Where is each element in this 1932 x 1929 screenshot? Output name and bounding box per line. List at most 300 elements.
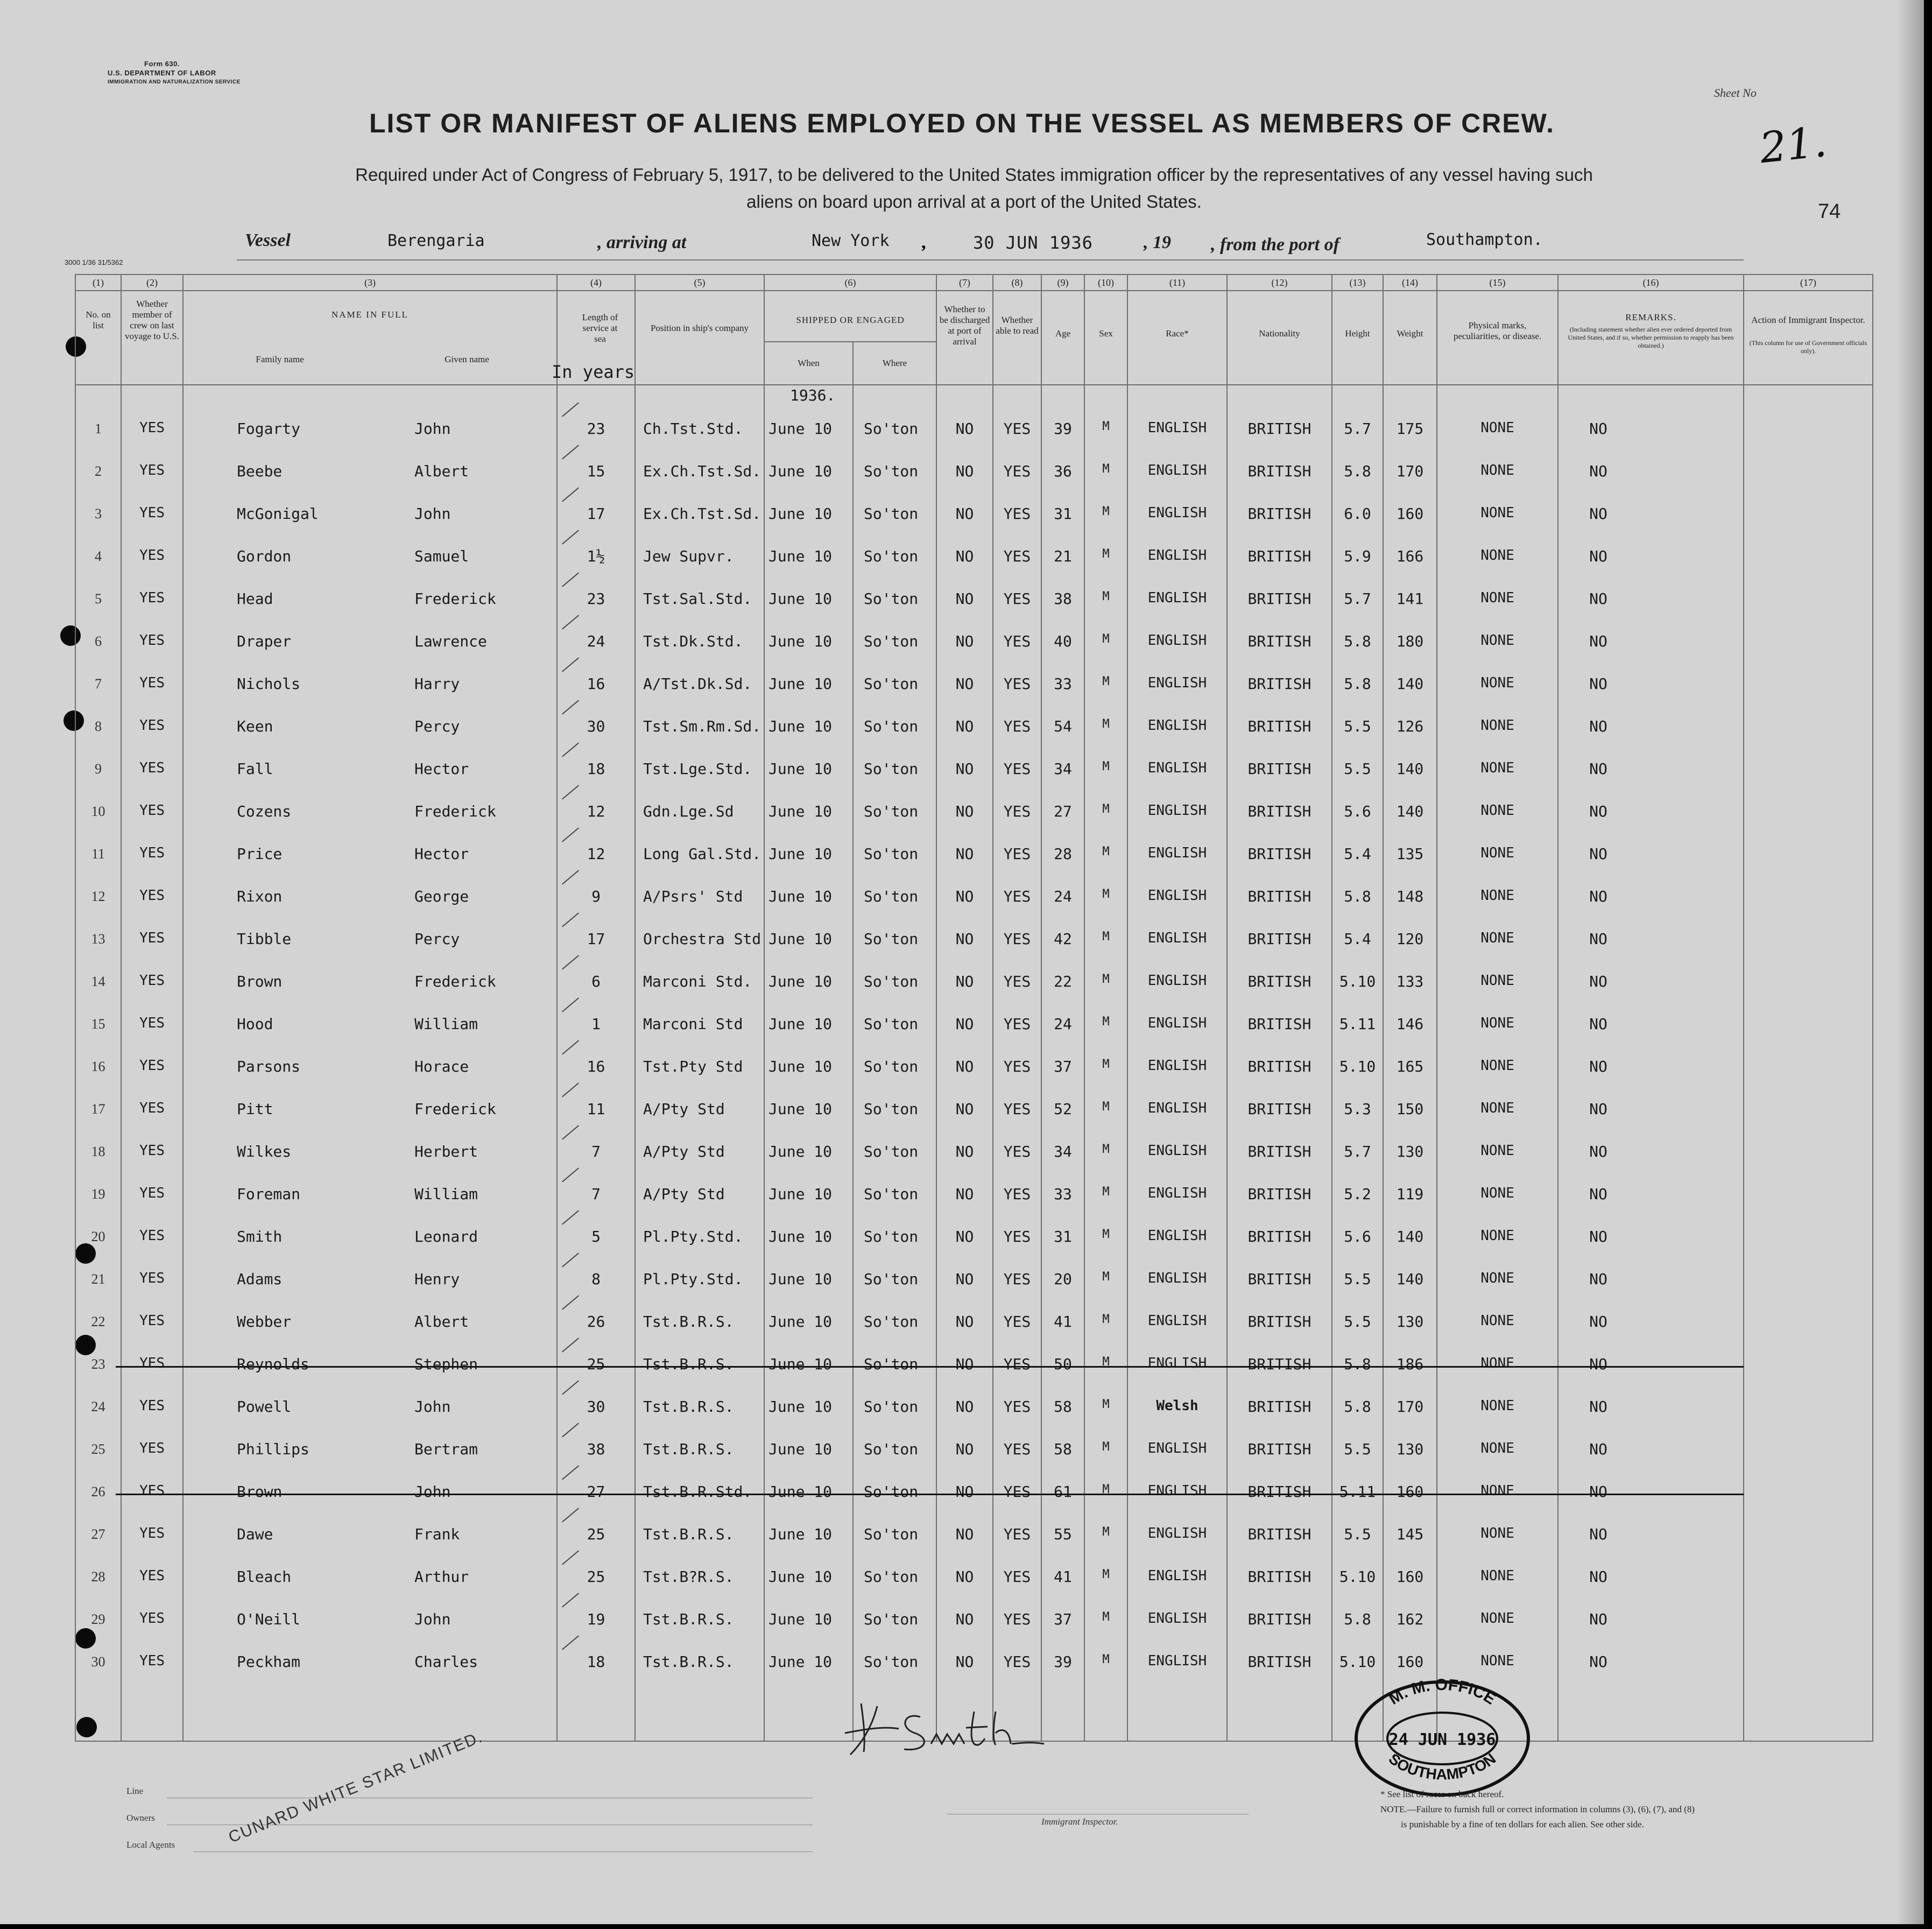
row-nationality: BRITISH bbox=[1247, 1610, 1311, 1628]
row-given-name: Hector bbox=[414, 760, 469, 778]
row-given-name: George bbox=[414, 888, 469, 905]
row-height: 5.6 bbox=[1344, 802, 1371, 820]
row-shipped-where: So'ton bbox=[864, 675, 919, 693]
row-row-number: 5 bbox=[95, 591, 102, 607]
row-discharged: NO bbox=[955, 1058, 974, 1075]
sheet-number-label: Sheet No bbox=[1714, 86, 1757, 100]
row-shipped-where: So'ton bbox=[864, 1185, 919, 1203]
row-given-name: William bbox=[414, 1015, 478, 1033]
row-able-to-read: YES bbox=[1003, 1143, 1031, 1160]
row-shipped-where: So'ton bbox=[864, 632, 919, 650]
col-num-6: (6) bbox=[844, 277, 856, 288]
row-position: Orchestra Std bbox=[643, 930, 761, 948]
row-row-number: 15 bbox=[91, 1016, 105, 1032]
row-crew-last-voyage: YES bbox=[139, 760, 165, 776]
row-weight: 130 bbox=[1396, 1313, 1424, 1330]
stamp-top-text: M. M. OFFICE bbox=[1386, 1675, 1499, 1708]
row-service-years: 38 bbox=[587, 1440, 605, 1458]
row-row-number: 24 bbox=[91, 1399, 105, 1414]
row-remarks: NO bbox=[1589, 1355, 1607, 1373]
row-height: 5.4 bbox=[1344, 930, 1371, 948]
row-weight: 140 bbox=[1396, 675, 1424, 693]
row-discharged: NO bbox=[955, 1568, 974, 1586]
row-age: 42 bbox=[1054, 930, 1072, 948]
row-physical-marks: NONE bbox=[1480, 1185, 1514, 1201]
from-port: Southampton. bbox=[1426, 230, 1543, 249]
row-sex: M bbox=[1102, 1313, 1110, 1326]
row-remarks: NO bbox=[1589, 462, 1607, 480]
row-position: Jew Supvr. bbox=[643, 547, 734, 565]
row-nationality: BRITISH bbox=[1247, 1313, 1311, 1330]
row-discharged: NO bbox=[955, 1653, 974, 1671]
row-family-name: Tibble bbox=[237, 930, 292, 948]
row-sex: M bbox=[1102, 505, 1110, 518]
row-discharged: NO bbox=[955, 802, 974, 820]
row-crew-last-voyage: YES bbox=[139, 632, 165, 649]
row-shipped-where: So'ton bbox=[864, 1355, 919, 1373]
row-position: Pl.Pty.Std. bbox=[643, 1228, 743, 1245]
col-header-race: Race* bbox=[1166, 328, 1189, 339]
row-height: 5.9 bbox=[1344, 547, 1371, 565]
row-sex: M bbox=[1102, 1483, 1110, 1496]
row-able-to-read: YES bbox=[1003, 1525, 1031, 1543]
row-race: ENGLISH bbox=[1147, 590, 1207, 606]
row-nationality: BRITISH bbox=[1247, 1185, 1311, 1203]
row-sex: M bbox=[1102, 1143, 1110, 1156]
row-position: Marconi Std bbox=[643, 1015, 743, 1033]
row-weight: 145 bbox=[1396, 1525, 1424, 1543]
row-race: Welsh bbox=[1156, 1398, 1198, 1414]
row-age: 55 bbox=[1054, 1525, 1072, 1543]
row-able-to-read: YES bbox=[1003, 1185, 1031, 1203]
subtitle-line: aliens on board upon arrival at a port of the United States. bbox=[746, 192, 1202, 212]
row-sex: M bbox=[1102, 888, 1110, 901]
form-number: Form 630. bbox=[144, 60, 180, 68]
row-physical-marks: NONE bbox=[1480, 1653, 1514, 1669]
row-crew-last-voyage: YES bbox=[139, 1185, 165, 1201]
service-units: In years bbox=[552, 362, 635, 382]
row-shipped-where: So'ton bbox=[864, 717, 919, 735]
row-service-years: 12 bbox=[587, 802, 605, 820]
row-service-years: 23 bbox=[587, 590, 605, 608]
row-discharged: NO bbox=[955, 1228, 974, 1245]
row-position: Tst.B.R.S. bbox=[643, 1355, 734, 1373]
row-able-to-read: YES bbox=[1003, 845, 1031, 863]
row-remarks: NO bbox=[1589, 1185, 1607, 1203]
row-age: 20 bbox=[1054, 1270, 1072, 1288]
row-height: 5.7 bbox=[1344, 590, 1371, 608]
row-family-name: Bleach bbox=[237, 1568, 292, 1586]
col-header-shipped: SHIPPED OR ENGAGED bbox=[796, 315, 905, 325]
row-row-number: 22 bbox=[91, 1314, 105, 1329]
row-shipped-where: So'ton bbox=[864, 888, 919, 905]
row-family-name: Beebe bbox=[237, 462, 283, 480]
col-header-height: Height bbox=[1345, 328, 1370, 339]
col-header-discharged: Whether to be discharged at port of arrival bbox=[939, 304, 990, 347]
row-race: ENGLISH bbox=[1147, 1185, 1207, 1201]
row-remarks: NO bbox=[1589, 632, 1607, 650]
row-discharged: NO bbox=[955, 1100, 974, 1118]
row-crew-last-voyage: YES bbox=[139, 675, 165, 691]
row-remarks: NO bbox=[1589, 1015, 1607, 1033]
row-race: ENGLISH bbox=[1147, 1270, 1207, 1286]
row-remarks: NO bbox=[1589, 675, 1607, 693]
row-shipped-when: June 10 bbox=[768, 973, 833, 990]
row-given-name: Charles bbox=[414, 1653, 478, 1671]
row-remarks: NO bbox=[1589, 1100, 1607, 1118]
row-height: 6.0 bbox=[1344, 505, 1371, 523]
row-service-years: 15 bbox=[587, 462, 605, 480]
row-position: A/Tst.Dk.Sd. bbox=[643, 675, 752, 693]
row-shipped-where: So'ton bbox=[864, 1100, 919, 1118]
row-nationality: BRITISH bbox=[1247, 547, 1311, 565]
row-race: ENGLISH bbox=[1147, 888, 1207, 904]
row-position: Tst.Sal.Std. bbox=[643, 590, 752, 608]
row-sex: M bbox=[1102, 1398, 1110, 1411]
col-header-when: When bbox=[798, 358, 820, 368]
sheet-number: 21. bbox=[1757, 117, 1829, 173]
row-crew-last-voyage: YES bbox=[139, 1568, 165, 1584]
row-discharged: NO bbox=[955, 1313, 974, 1330]
col-header-given: Given name bbox=[445, 354, 489, 364]
row-crew-last-voyage: YES bbox=[139, 1525, 165, 1541]
row-shipped-when: June 10 bbox=[768, 1610, 833, 1628]
row-race: ENGLISH bbox=[1147, 973, 1207, 989]
row-sex: M bbox=[1102, 632, 1110, 646]
row-weight: 140 bbox=[1396, 1270, 1424, 1288]
row-sex: M bbox=[1102, 675, 1110, 688]
row-service-years: 17 bbox=[587, 930, 605, 948]
row-row-number: 10 bbox=[91, 804, 105, 819]
row-crew-last-voyage: YES bbox=[139, 845, 165, 861]
col-header-read: Whether able to read bbox=[996, 315, 1039, 336]
row-position: Tst.B?R.S. bbox=[643, 1568, 734, 1586]
col-header-sex: Sex bbox=[1099, 328, 1113, 339]
inspector-label: Immigrant Inspector. bbox=[1041, 1817, 1118, 1827]
row-physical-marks: NONE bbox=[1480, 888, 1514, 904]
row-remarks: NO bbox=[1589, 590, 1607, 608]
row-crew-last-voyage: YES bbox=[139, 1100, 165, 1116]
row-discharged: NO bbox=[955, 462, 974, 480]
row-age: 34 bbox=[1054, 760, 1072, 778]
row-height: 5.7 bbox=[1344, 1143, 1371, 1160]
row-remarks: NO bbox=[1589, 845, 1607, 863]
row-nationality: BRITISH bbox=[1247, 675, 1311, 693]
row-crew-last-voyage: YES bbox=[139, 1398, 165, 1414]
row-able-to-read: YES bbox=[1003, 1568, 1031, 1586]
col-header-action: Action of Immigrant Inspector. bbox=[1751, 315, 1865, 325]
row-weight: 126 bbox=[1396, 717, 1424, 735]
row-family-name: Hood bbox=[237, 1015, 273, 1033]
row-age: 34 bbox=[1054, 1143, 1072, 1160]
row-sex: M bbox=[1102, 1058, 1110, 1071]
row-sex: M bbox=[1102, 1568, 1110, 1581]
row-position: Tst.B.R.S. bbox=[643, 1398, 734, 1416]
row-shipped-when: June 10 bbox=[768, 1398, 833, 1416]
row-position: Tst.B.R.S. bbox=[643, 1440, 734, 1458]
row-physical-marks: NONE bbox=[1480, 1483, 1514, 1499]
row-nationality: BRITISH bbox=[1247, 973, 1311, 990]
row-crew-last-voyage: YES bbox=[139, 1015, 165, 1031]
row-position: Tst.B.R.S. bbox=[643, 1525, 734, 1543]
row-service-years: 9 bbox=[591, 888, 601, 905]
row-weight: 170 bbox=[1396, 1398, 1424, 1416]
row-height: 5.10 bbox=[1339, 1568, 1376, 1586]
row-nationality: BRITISH bbox=[1247, 802, 1311, 820]
row-crew-last-voyage: YES bbox=[139, 420, 165, 436]
row-race: ENGLISH bbox=[1147, 802, 1207, 819]
row-family-name: Cozens bbox=[237, 802, 292, 820]
row-weight: 120 bbox=[1396, 930, 1424, 948]
row-nationality: BRITISH bbox=[1247, 1143, 1311, 1160]
row-race: ENGLISH bbox=[1147, 1653, 1207, 1669]
row-weight: 146 bbox=[1396, 1015, 1424, 1033]
row-race: ENGLISH bbox=[1147, 1355, 1207, 1371]
row-age: 54 bbox=[1054, 717, 1072, 735]
row-given-name: Albert bbox=[414, 462, 469, 480]
row-age: 37 bbox=[1054, 1610, 1072, 1628]
stamp-date: 24 JUN 1936 bbox=[1388, 1730, 1496, 1749]
row-able-to-read: YES bbox=[1003, 888, 1031, 905]
row-discharged: NO bbox=[955, 930, 974, 948]
row-remarks: NO bbox=[1589, 1568, 1607, 1586]
row-shipped-where: So'ton bbox=[864, 420, 919, 438]
row-physical-marks: NONE bbox=[1480, 675, 1514, 691]
row-height: 5.11 bbox=[1339, 1483, 1376, 1501]
row-race: ENGLISH bbox=[1147, 1228, 1207, 1244]
row-race: ENGLISH bbox=[1147, 760, 1207, 776]
row-height: 5.3 bbox=[1344, 1100, 1371, 1118]
row-height: 5.6 bbox=[1344, 1228, 1371, 1245]
row-age: 31 bbox=[1054, 505, 1072, 523]
year-note: 1936. bbox=[790, 386, 836, 404]
row-height: 5.10 bbox=[1339, 973, 1376, 990]
row-age: 58 bbox=[1054, 1398, 1072, 1416]
row-position: Ex.Ch.Tst.Sd. bbox=[643, 505, 761, 523]
row-discharged: NO bbox=[955, 1610, 974, 1628]
row-position: Pl.Pty.Std. bbox=[643, 1270, 743, 1288]
col-num-7: (7) bbox=[959, 277, 970, 288]
row-service-years: 5 bbox=[591, 1228, 601, 1245]
row-row-number: 9 bbox=[95, 761, 102, 777]
row-able-to-read: YES bbox=[1003, 1398, 1031, 1416]
footer-note bbox=[1380, 1787, 1695, 1832]
row-sex: M bbox=[1102, 1015, 1110, 1029]
row-height: 5.2 bbox=[1344, 1185, 1371, 1203]
row-given-name: Frederick bbox=[414, 973, 496, 990]
row-age: 31 bbox=[1054, 1228, 1072, 1245]
row-height: 5.5 bbox=[1344, 1313, 1371, 1330]
row-height: 5.8 bbox=[1344, 1398, 1371, 1416]
row-service-years: 23 bbox=[587, 420, 605, 438]
row-family-name: Phillips bbox=[237, 1440, 309, 1458]
row-sex: M bbox=[1102, 717, 1110, 731]
row-race: ENGLISH bbox=[1147, 717, 1207, 734]
row-nationality: BRITISH bbox=[1247, 1398, 1311, 1416]
row-family-name: Parsons bbox=[237, 1058, 301, 1075]
row-service-years: 25 bbox=[587, 1568, 605, 1586]
row-service-years: 30 bbox=[587, 1398, 605, 1416]
row-crew-last-voyage: YES bbox=[139, 590, 165, 606]
row-remarks: NO bbox=[1589, 1228, 1607, 1245]
row-discharged: NO bbox=[955, 973, 974, 990]
row-discharged: NO bbox=[955, 1185, 974, 1203]
row-weight: 160 bbox=[1396, 1483, 1424, 1501]
strike-line bbox=[116, 1494, 1744, 1495]
footer-owners-label: Owners bbox=[126, 1813, 155, 1823]
row-nationality: BRITISH bbox=[1247, 760, 1311, 778]
row-row-number: 1 bbox=[95, 421, 102, 437]
row-weight: 160 bbox=[1396, 1653, 1424, 1671]
row-position: Tst.B.R.S. bbox=[643, 1610, 734, 1628]
row-age: 24 bbox=[1054, 1015, 1072, 1033]
row-nationality: BRITISH bbox=[1247, 1015, 1311, 1033]
form-department: U.S. DEPARTMENT OF LABOR bbox=[108, 69, 216, 77]
row-position: Tst.B.R.Std. bbox=[643, 1483, 752, 1501]
row-row-number: 2 bbox=[95, 463, 102, 479]
row-weight: 160 bbox=[1396, 505, 1424, 523]
row-family-name: Nichols bbox=[237, 675, 301, 693]
row-physical-marks: NONE bbox=[1480, 802, 1514, 819]
comma: , bbox=[921, 233, 926, 252]
row-able-to-read: YES bbox=[1003, 590, 1031, 608]
row-shipped-where: So'ton bbox=[864, 1313, 919, 1330]
row-given-name: John bbox=[414, 1483, 451, 1501]
note-races: * See list of races on back hereof. bbox=[1380, 1789, 1504, 1799]
row-weight: 140 bbox=[1396, 760, 1424, 778]
row-shipped-when: June 10 bbox=[768, 462, 833, 480]
row-sex: M bbox=[1102, 547, 1110, 561]
row-weight: 148 bbox=[1396, 888, 1424, 905]
row-row-number: 13 bbox=[91, 931, 105, 947]
row-family-name: Powell bbox=[237, 1398, 292, 1416]
row-race: ENGLISH bbox=[1147, 1568, 1207, 1584]
row-nationality: BRITISH bbox=[1247, 1270, 1311, 1288]
row-height: 5.8 bbox=[1344, 1355, 1371, 1373]
row-remarks: NO bbox=[1589, 505, 1607, 523]
row-weight: 162 bbox=[1396, 1610, 1424, 1628]
row-able-to-read: YES bbox=[1003, 505, 1031, 523]
row-race: ENGLISH bbox=[1147, 1440, 1207, 1456]
print-code: 3000 1/36 31/5362 bbox=[65, 258, 123, 266]
svg-text:M. M. OFFICE bbox=[1386, 1676, 1499, 1708]
row-sex: M bbox=[1102, 1610, 1110, 1624]
row-physical-marks: NONE bbox=[1480, 1100, 1514, 1116]
row-able-to-read: YES bbox=[1003, 930, 1031, 948]
row-service-years: 18 bbox=[587, 1653, 605, 1671]
row-given-name: John bbox=[414, 505, 451, 523]
row-weight: 130 bbox=[1396, 1440, 1424, 1458]
row-remarks: NO bbox=[1589, 930, 1607, 948]
row-service-years: 6 bbox=[591, 973, 601, 990]
row-physical-marks: NONE bbox=[1480, 462, 1514, 478]
row-physical-marks: NONE bbox=[1480, 1398, 1514, 1414]
row-age: 52 bbox=[1054, 1100, 1072, 1118]
row-shipped-when: June 10 bbox=[768, 802, 833, 820]
row-given-name: Samuel bbox=[414, 547, 469, 565]
vessel-name: Berengaria bbox=[387, 231, 485, 250]
row-crew-last-voyage: YES bbox=[139, 1610, 165, 1627]
row-sex: M bbox=[1102, 1185, 1110, 1199]
row-age: 37 bbox=[1054, 1058, 1072, 1075]
row-race: ENGLISH bbox=[1147, 420, 1207, 436]
row-service-years: 17 bbox=[587, 505, 605, 523]
row-family-name: Pitt bbox=[237, 1100, 273, 1118]
row-shipped-when: June 10 bbox=[768, 930, 833, 948]
row-nationality: BRITISH bbox=[1247, 1228, 1311, 1245]
row-race: ENGLISH bbox=[1147, 1483, 1207, 1499]
row-position: Tst.B.R.S. bbox=[643, 1653, 734, 1671]
row-given-name: Percy bbox=[414, 930, 460, 948]
row-shipped-where: So'ton bbox=[864, 462, 919, 480]
row-remarks: NO bbox=[1589, 760, 1607, 778]
row-row-number: 11 bbox=[91, 846, 105, 862]
row-shipped-where: So'ton bbox=[864, 1398, 919, 1416]
row-position: A/Psrs' Std bbox=[643, 888, 743, 905]
row-race: ENGLISH bbox=[1147, 675, 1207, 691]
footer-agents-rule bbox=[194, 1851, 813, 1852]
row-height: 5.5 bbox=[1344, 760, 1371, 778]
row-age: 39 bbox=[1054, 1653, 1072, 1671]
row-row-number: 4 bbox=[95, 548, 102, 564]
col-header-weight: Weight bbox=[1397, 328, 1423, 339]
row-shipped-when: June 10 bbox=[768, 1015, 833, 1033]
arrival-port: New York bbox=[812, 231, 890, 250]
row-shipped-when: June 10 bbox=[768, 1568, 833, 1586]
col-num-12: (12) bbox=[1271, 277, 1288, 288]
row-discharged: NO bbox=[955, 420, 974, 438]
row-weight: 141 bbox=[1396, 590, 1424, 608]
row-given-name: Frank bbox=[414, 1525, 460, 1543]
row-age: 41 bbox=[1054, 1313, 1072, 1330]
col-num-13: (13) bbox=[1349, 277, 1366, 288]
page-number: 74 bbox=[1818, 200, 1841, 223]
row-crew-last-voyage: YES bbox=[139, 1440, 165, 1456]
row-age: 22 bbox=[1054, 973, 1072, 990]
row-position: Tst.Pty Std bbox=[643, 1058, 743, 1075]
row-crew-last-voyage: YES bbox=[139, 1228, 165, 1244]
strike-line bbox=[116, 1366, 1744, 1368]
row-weight: 166 bbox=[1396, 547, 1424, 565]
row-nationality: BRITISH bbox=[1247, 1653, 1311, 1671]
row-race: ENGLISH bbox=[1147, 1143, 1207, 1159]
row-family-name: Foreman bbox=[237, 1185, 301, 1203]
row-remarks: NO bbox=[1589, 1610, 1607, 1628]
row-service-years: 27 bbox=[587, 1483, 605, 1501]
row-shipped-when: June 10 bbox=[768, 717, 833, 735]
row-shipped-when: June 10 bbox=[768, 1653, 833, 1671]
row-position: Tst.B.R.S. bbox=[643, 1313, 734, 1330]
row-remarks: NO bbox=[1589, 888, 1607, 905]
row-able-to-read: YES bbox=[1003, 547, 1031, 565]
row-height: 5.11 bbox=[1339, 1015, 1376, 1033]
row-height: 5.5 bbox=[1344, 1525, 1371, 1543]
row-age: 41 bbox=[1054, 1568, 1072, 1586]
row-race: ENGLISH bbox=[1147, 1525, 1207, 1541]
col-num-11: (11) bbox=[1169, 277, 1186, 288]
row-discharged: NO bbox=[955, 675, 974, 693]
row-shipped-when: June 10 bbox=[768, 760, 833, 778]
col-num-8: (8) bbox=[1011, 277, 1023, 288]
row-shipped-when: June 10 bbox=[768, 1355, 833, 1373]
row-row-number: 23 bbox=[91, 1356, 105, 1372]
row-able-to-read: YES bbox=[1003, 973, 1031, 990]
row-discharged: NO bbox=[955, 845, 974, 863]
row-discharged: NO bbox=[955, 1355, 974, 1373]
row-discharged: NO bbox=[955, 547, 974, 565]
row-able-to-read: YES bbox=[1003, 1015, 1031, 1033]
row-service-years: 25 bbox=[587, 1525, 605, 1543]
